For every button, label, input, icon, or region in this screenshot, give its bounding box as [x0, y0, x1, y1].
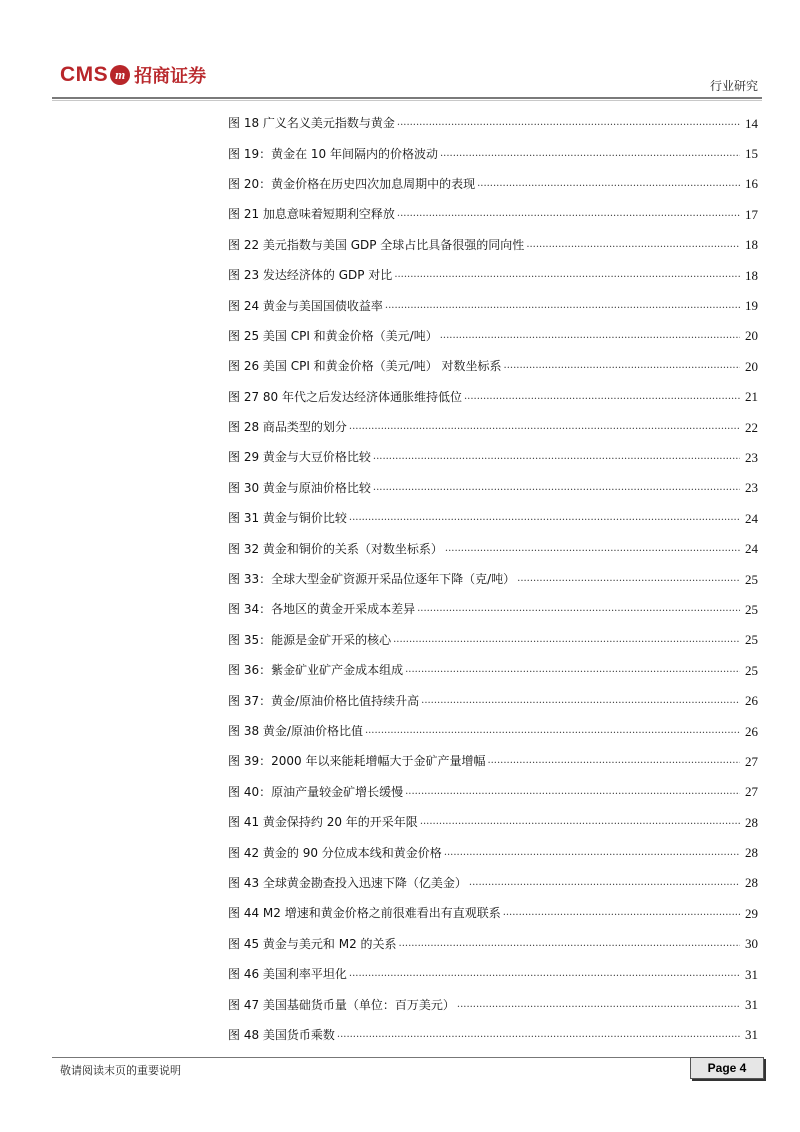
- toc-entry[interactable]: [228, 199, 758, 229]
- toc-leader-dots: [349, 513, 740, 523]
- toc-entry-page[interactable]: 23: [745, 480, 758, 496]
- toc-entry-page[interactable]: 31: [745, 997, 758, 1013]
- toc-leader-dots: [445, 544, 740, 554]
- toc-entry-page[interactable]: 27: [745, 784, 758, 800]
- toc-entry-page[interactable]: 30: [745, 936, 758, 952]
- toc-entry-title[interactable]: 图 23 发达经济体的 GDP 对比: [228, 268, 393, 283]
- toc-leader-dots: [399, 939, 740, 949]
- toc-entry[interactable]: [228, 108, 758, 138]
- toc-entry-title[interactable]: 图 48 美国货币乘数: [228, 1027, 335, 1042]
- toc-leader-dots: [397, 118, 740, 128]
- toc-leader-dots: [457, 1000, 740, 1010]
- toc-entry-title[interactable]: 图 37：黄金/原油价格比值持续升高: [228, 693, 420, 708]
- toc-entry[interactable]: [228, 442, 758, 472]
- toc-entry-page[interactable]: 28: [745, 814, 758, 830]
- toc-entry-page[interactable]: 18: [745, 267, 758, 283]
- toc-entry[interactable]: [228, 655, 758, 685]
- page-header: [0, 0, 800, 100]
- toc-leader-dots: [393, 635, 740, 645]
- toc-entry-page[interactable]: 17: [745, 206, 758, 222]
- toc-entry-page[interactable]: 16: [745, 176, 758, 192]
- toc-entry-title[interactable]: 图 21 加息意味着短期利空释放: [228, 207, 395, 222]
- toc-entry-title[interactable]: 图 18 广义名义美元指数与黄金: [228, 116, 395, 131]
- logo-badge-icon: m: [110, 65, 130, 85]
- toc-leader-dots: [405, 665, 740, 675]
- toc-entry-title[interactable]: 图 41 黄金保持约 20 年的开采年限: [228, 815, 418, 830]
- toc-entry-page[interactable]: 31: [745, 966, 758, 982]
- toc-entry-title[interactable]: 图 35：能源是金矿开采的核心: [228, 632, 392, 647]
- toc-leader-dots: [405, 787, 740, 797]
- toc-leader-dots: [504, 361, 740, 371]
- toc-entry-title[interactable]: 图 27 80 年代之后发达经济体通胀维持低位: [228, 389, 462, 404]
- toc-entry[interactable]: [228, 169, 758, 199]
- toc-entry-page[interactable]: 15: [745, 146, 758, 162]
- header-divider: [52, 97, 762, 99]
- toc-entry-title[interactable]: 图 43 全球黄金勘查投入迅速下降（亿美金）: [228, 875, 467, 890]
- toc-entry[interactable]: [228, 260, 758, 290]
- toc-entry-title[interactable]: 图 28 商品类型的划分: [228, 420, 347, 435]
- toc-entry-title[interactable]: 图 22 美元指数与美国 GDP 全球占比具备很强的同向性: [228, 237, 525, 252]
- toc-entry-title[interactable]: 图 32 黄金和铜价的关系（对数坐标系）: [228, 541, 443, 556]
- toc-entry-title[interactable]: 图 46 美国利率平坦化: [228, 967, 347, 982]
- logo-chinese-name: 招商证券: [134, 66, 207, 87]
- toc-entry[interactable]: [228, 685, 758, 715]
- toc-entry[interactable]: [228, 138, 758, 168]
- toc-entry[interactable]: [228, 929, 758, 959]
- toc-entry-page[interactable]: 26: [745, 723, 758, 739]
- toc-leader-dots: [420, 817, 740, 827]
- toc-entry[interactable]: [228, 1020, 758, 1050]
- toc-leader-dots: [417, 604, 740, 614]
- toc-entry-page[interactable]: 20: [745, 358, 758, 374]
- toc-entry[interactable]: [228, 868, 758, 898]
- toc-entry-title[interactable]: 图 20：黄金价格在历史四次加息周期中的表现: [228, 176, 476, 191]
- toc-entry-title[interactable]: 图 47 美国基础货币量（单位：百万美元）: [228, 997, 455, 1012]
- toc-leader-dots: [421, 696, 740, 706]
- toc-leader-dots: [373, 483, 740, 493]
- toc-entry-title[interactable]: 图 29 黄金与大豆价格比较: [228, 450, 371, 465]
- toc-entry-title[interactable]: 图 33：全球大型金矿资源开采品位逐年下降（克/吨）: [228, 572, 516, 587]
- toc-entry-page[interactable]: 28: [745, 845, 758, 861]
- toc-entry-title[interactable]: 图 25 美国 CPI 和黄金价格（美元/吨）: [228, 328, 438, 343]
- toc-entry[interactable]: [228, 473, 758, 503]
- toc-entry[interactable]: [228, 746, 758, 776]
- toc-entry-title[interactable]: 图 39：2000 年以来能耗增幅大于金矿产量增幅: [228, 754, 486, 769]
- cms-logo: [60, 62, 206, 88]
- toc-entry-page[interactable]: 24: [745, 510, 758, 526]
- logo-text: CMS: [60, 63, 109, 86]
- toc-entry[interactable]: [228, 230, 758, 260]
- header-divider-light: [52, 100, 762, 101]
- disclaimer-note: 敬请阅读末页的重要说明: [60, 1064, 181, 1077]
- toc-entry-page[interactable]: 14: [745, 115, 758, 131]
- toc-entry-title[interactable]: 图 31 黄金与铜价比较: [228, 511, 347, 526]
- figure-list: [228, 108, 758, 1050]
- toc-leader-dots: [469, 878, 740, 888]
- toc-leader-dots: [394, 270, 740, 280]
- section-label: 行业研究: [709, 79, 758, 93]
- toc-entry[interactable]: [228, 290, 758, 320]
- toc-entry[interactable]: [228, 777, 758, 807]
- toc-entry-title[interactable]: 图 19：黄金在 10 年间隔内的价格波动: [228, 146, 438, 161]
- toc-entry-title[interactable]: 图 42 黄金的 90 分位成本线和黄金价格: [228, 845, 442, 860]
- toc-entry-page[interactable]: 25: [745, 601, 758, 617]
- toc-entry-page[interactable]: 22: [745, 419, 758, 435]
- toc-leader-dots: [365, 726, 740, 736]
- toc-entry[interactable]: [228, 716, 758, 746]
- toc-leader-dots: [397, 209, 740, 219]
- toc-entry-page[interactable]: 20: [745, 328, 758, 344]
- toc-entry-page[interactable]: 19: [745, 298, 758, 314]
- toc-entry[interactable]: [228, 412, 758, 442]
- toc-entry-page[interactable]: 24: [745, 541, 758, 557]
- toc-leader-dots: [385, 301, 740, 311]
- toc-entry[interactable]: [228, 898, 758, 928]
- toc-entry[interactable]: [228, 989, 758, 1019]
- toc-leader-dots: [349, 422, 740, 432]
- toc-entry[interactable]: [228, 625, 758, 655]
- toc-entry-page[interactable]: 25: [745, 632, 758, 648]
- toc-entry-title[interactable]: 图 38 黄金/原油价格比值: [228, 724, 363, 738]
- toc-leader-dots: [444, 848, 740, 858]
- toc-entry-title[interactable]: 图 34：各地区的黄金开采成本差异: [228, 602, 416, 617]
- toc-entry[interactable]: [228, 382, 758, 412]
- toc-entry-page[interactable]: 29: [745, 905, 758, 921]
- toc-leader-dots: [373, 452, 740, 462]
- toc-leader-dots: [337, 1030, 740, 1040]
- toc-entry[interactable]: [228, 351, 758, 381]
- toc-leader-dots: [440, 149, 740, 159]
- toc-leader-dots: [503, 908, 740, 918]
- toc-entry-title[interactable]: 图 44 M2 增速和黄金价格之前很难看出有直观联系: [228, 906, 501, 921]
- toc-entry-title[interactable]: 图 30 黄金与原油价格比较: [228, 480, 371, 495]
- toc-leader-dots: [517, 574, 740, 584]
- toc-entry-page[interactable]: 26: [745, 693, 758, 709]
- toc-entry[interactable]: [228, 321, 758, 351]
- toc-entry-title[interactable]: 图 24 黄金与美国国债收益率: [228, 298, 383, 313]
- toc-entry-page[interactable]: 25: [745, 571, 758, 587]
- toc-leader-dots: [477, 179, 740, 189]
- toc-leader-dots: [487, 756, 740, 766]
- toc-entry[interactable]: [228, 503, 758, 533]
- toc-entry[interactable]: [228, 807, 758, 837]
- toc-entry-page[interactable]: 27: [745, 753, 758, 769]
- toc-leader-dots: [349, 969, 740, 979]
- toc-leader-dots: [526, 240, 740, 250]
- toc-entry[interactable]: [228, 837, 758, 867]
- toc-entry-title[interactable]: 图 36：紫金矿业矿产金成本组成: [228, 663, 404, 678]
- toc-entry-page[interactable]: 31: [745, 1027, 758, 1043]
- toc-entry[interactable]: [228, 594, 758, 624]
- toc-entry-page[interactable]: 25: [745, 662, 758, 678]
- toc-entry-page[interactable]: 23: [745, 449, 758, 465]
- toc-entry-page[interactable]: 28: [745, 875, 758, 891]
- toc-entry-page[interactable]: 18: [745, 237, 758, 253]
- footer-divider: [52, 1057, 762, 1058]
- toc-entry-title[interactable]: 图 40：原油产量较金矿增长缓慢: [228, 784, 404, 799]
- toc-leader-dots: [440, 331, 740, 341]
- toc-entry[interactable]: [228, 533, 758, 563]
- toc-entry-title[interactable]: 图 45 黄金与美元和 M2 的关系: [228, 936, 397, 951]
- toc-entry[interactable]: [228, 959, 758, 989]
- toc-entry-page[interactable]: 21: [745, 389, 758, 405]
- page-number-badge: Page 4: [690, 1057, 764, 1079]
- toc-entry[interactable]: [228, 564, 758, 594]
- toc-entry-title[interactable]: 图 26 美国 CPI 和黄金价格（美元/吨） 对数坐标系: [228, 359, 502, 374]
- toc-leader-dots: [464, 392, 740, 402]
